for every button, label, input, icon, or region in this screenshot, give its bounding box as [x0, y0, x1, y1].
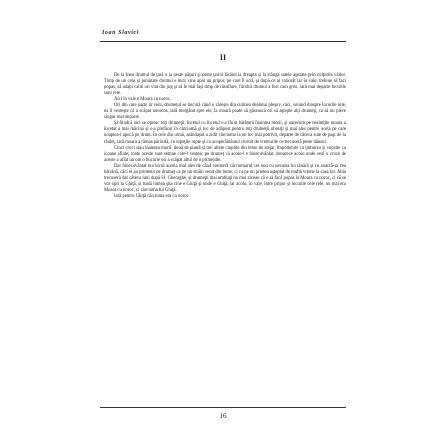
- footer-rule: [100, 407, 346, 408]
- paragraph: Iară pentru Ghiţă cârciuma era cu noroc.: [114, 193, 190, 199]
- paragraph: Dar binecuvântat era locul acesta mai ales de când veniseră cârciumarul cel nou cu nevasta lui tânără şi cu soacră-sa cea bătrână, căci ei au primenit pe drumeţ ca pe un străin venit din lume, ci ca pe un prieten aşteptat de multă vreme la casa lor. Abia trecuseră dar câteva luni după Sf. Gheorghe, şi drumeţii mai umblaţi nu mai ziceau că o să facă popas la Moara cu noroc, ci că se vor opri la Ghiţă, şi toată lumea ştia cine e Ghiţă şi unde e Ghiţă, iar acolo, în vale, între pripor şi locurile cele rele, nu mai era Moara cu noroc, ci cârciuma lui Ghiţă.: [104, 163, 347, 193]
- header-rule: [100, 41, 346, 42]
- paragraph: Ori din care parte ar veni, drumeţul se bucură când o zăreşte din culmea dealului pleşuv, căci, venind dinspre locurile rele, ea îl vesteşte că a scăpat norocos, iară mergând spre ele, la moară poate să găsească ori să aştepte alţi drumeţi, ca să nu plece singur mai departe.: [104, 103, 346, 121]
- body-text: [104, 73, 346, 200]
- chapter-number: II: [219, 53, 227, 62]
- paragraph: De la Ineu drumul de ţară o ia peste păşuri şi peste ţarini lăsând la dreapta şi la stânga satele aşezate prin colţurile văilor. Timp de un ceas şi jumătate drumul e bun; vine apoi un pripor, pe care îl urci, şi după ce ai coborât iar în vale, trebuie să faci popas, să adapi calul ori vita din jug şi să le mai laşi timp de răsuflare, fiindcă drumul a fost cam greu, iară mai departe locurile sunt rele.: [104, 73, 346, 97]
- book-page: [100, 20, 346, 438]
- paragraph: Şi fiindcă aici se opresc toţi drumeţii, încetul cu încetul s-a făcut bătătură înaintea morii, şi oarecum pe nesimţite moara a încetat a mai măcina şi s-a prefăcut în cârciumă şi loc de adăpost pentru toţi drumeţii obosiţi şi mai ales pentru acela pe care noaptea-l apucă pe drum. În cele din urmă, arândaşul a zidit cârciuma la un loc mai potrivit, departe de câteva sute de paşi de la râuleţ, iară moara a rămas părăsită, cu lopeţile rupte şi cu acoperământul ciuruit de vremurile ce trecuseră peste dânsul.: [104, 121, 346, 145]
- paragraph: Aici în vale e Moara cu noroc.: [114, 97, 172, 103]
- paragraph: Cinci cruci stau înaintea morii, două de piatră şi trei altele cioplite din lemn de stejar, împodobite cu ţintuirea şi vopsite cu icoane sfinte; toate aceste sunt semne care-l vestesc pe drumeţ că acolo-i e binecuvântat, deoarece acolo unde vezi o cruce de aceste a aflat un om o bucurie ori a scăpat altul de o primejdie.: [104, 145, 346, 163]
- page-number: 16: [219, 412, 227, 420]
- running-head: Ioan Slavici: [102, 30, 140, 36]
